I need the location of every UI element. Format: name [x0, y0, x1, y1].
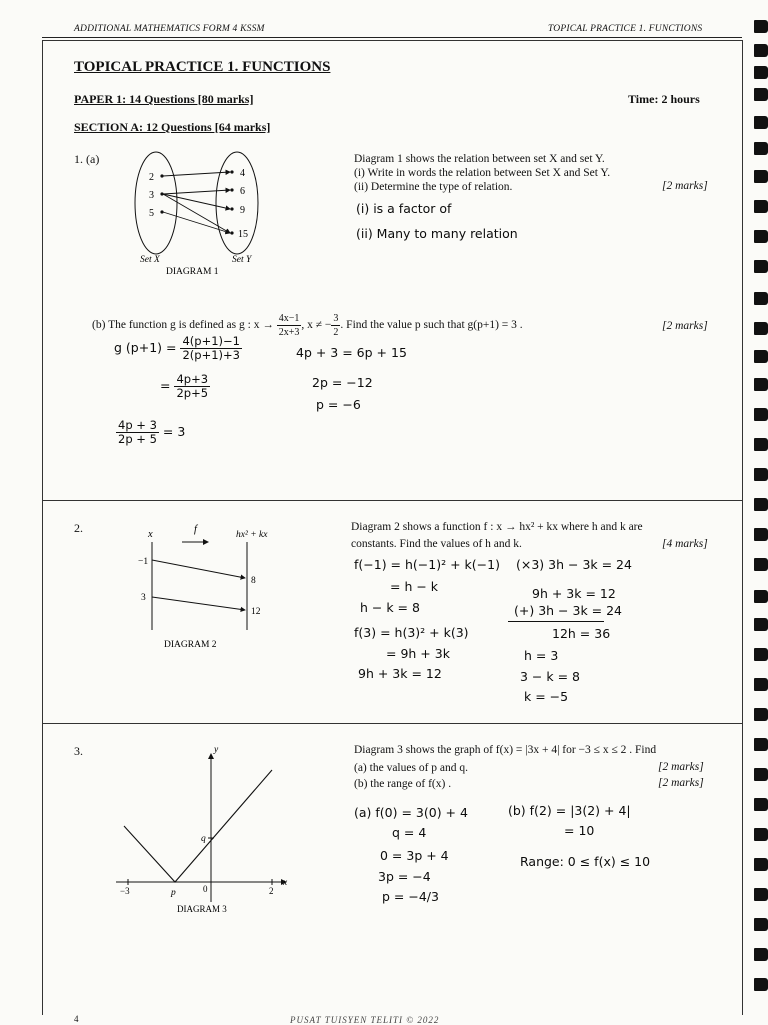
- q2-work-right-3: (+) 3h − 3k = 24: [514, 603, 623, 618]
- q2-work-left-3: h − k = 8: [360, 600, 420, 615]
- q3-text-line-2: (a) the values of p and q.: [354, 762, 469, 774]
- diagram-1-arrow-diagram: [120, 148, 280, 278]
- q1b-excluded-value: $\frac{3}{2}$: [333, 312, 339, 338]
- domain-value-3: 3: [141, 593, 146, 603]
- q1b-work-right-1: 4p + 3 = 6p + 15: [296, 345, 407, 360]
- x-axis-label: x: [283, 878, 288, 888]
- q1b-work-line-2: = $\frac{4p+3}{2p+5}$: [160, 372, 209, 400]
- frame-top-rule: [42, 40, 743, 41]
- q2-work-left-1: f(−1) = h(−1)² + k(−1): [354, 557, 500, 572]
- q3a-work-2: q = 4: [392, 825, 427, 840]
- p-intercept-label: p: [171, 888, 176, 898]
- q1b-work-line-3: $\frac{4p + 3}{2p + 5}$ = 3: [118, 418, 186, 446]
- set-y-element-15: 15: [238, 229, 248, 240]
- q3-text-line-1: Diagram 3 shows the graph of f(x) = |3x + 4| for −3 ≤ x ≤ 2 . Find: [354, 744, 657, 756]
- set-y-label: Set Y: [232, 255, 252, 265]
- q2-text-line-1: Diagram 2 shows a function f : x → hx² + kx where h and k are: [351, 521, 643, 533]
- q2-work-right-6: 3 − k = 8: [520, 669, 580, 684]
- q2-text-line-2: constants. Find the values of h and k.: [351, 538, 522, 550]
- q2-work-left-2: = h − k: [390, 579, 439, 594]
- q2-work-underline: [508, 621, 604, 622]
- paper-heading: PAPER 1: 14 Questions [80 marks]: [74, 92, 254, 106]
- q1b-work-right-3: p = −6: [316, 397, 361, 412]
- domain-value-neg1: −1: [138, 557, 149, 567]
- function-label-f: f: [194, 524, 197, 535]
- x-tick-2: 2: [269, 886, 274, 896]
- q1-text-line-3: (ii) Determine the type of relation.: [354, 181, 513, 193]
- question-1-number: 1. (a): [74, 152, 100, 166]
- q1-answer-i: (i) is a factor of: [356, 201, 452, 216]
- set-y-element-9: 9: [240, 205, 245, 216]
- q3b-work-2: = 10: [564, 823, 595, 838]
- q3b-work-3: Range: 0 ≤ f(x) ≤ 10: [520, 854, 651, 869]
- q2-work-right-7: k = −5: [524, 689, 569, 704]
- image-value-12: 12: [251, 607, 261, 617]
- q2-work-right-1: (×3) 3h − 3k = 24: [516, 557, 632, 572]
- q3a-work-4: 3p = −4: [378, 869, 431, 884]
- diagram-1-caption: DIAGRAM 1: [166, 267, 219, 277]
- q3a-marks: [2 marks]: [658, 761, 704, 773]
- q2-work-right-5: h = 3: [524, 648, 559, 663]
- header-rule: [42, 37, 742, 38]
- q2-marks: [4 marks]: [662, 538, 708, 550]
- q2-work-left-4: f(3) = h(3)² + k(3): [354, 625, 469, 640]
- q3a-work-3: 0 = 3p + 4: [380, 848, 449, 863]
- page-number: 4: [74, 1014, 79, 1024]
- set-x-label: Set X: [140, 255, 160, 265]
- q1b-marks: [2 marks]: [662, 320, 708, 332]
- q3b-marks: [2 marks]: [658, 777, 704, 789]
- x-tick-neg3: −3: [120, 886, 130, 896]
- set-y-element-4: 4: [240, 168, 245, 179]
- running-header-right: TOPICAL PRACTICE 1. FUNCTIONS: [548, 24, 703, 34]
- q2-work-left-5: = 9h + 3k: [386, 646, 450, 661]
- page-footer: PUSAT TUISYEN TELITI © 2022: [290, 1015, 440, 1025]
- q2-work-left-6: 9h + 3k = 12: [358, 666, 442, 681]
- time-allowed: Time: 2 hours: [628, 92, 700, 106]
- q1b-work-line-1: g (p+1) = $\frac{4(p+1)-1}{2(p+1)+3}$: [114, 334, 240, 362]
- q1b-function-fraction: $\frac{4x-1}{2x+3}$: [278, 312, 300, 338]
- q1b-statement: (b) The function g is defined as g : x → $\frac{4x-1}{2x+3}$ , x ≠ − $\frac{3}{2}$ . Find the value p such that g(p+1) = 3 .: [92, 312, 523, 338]
- q3b-work-1: (b) f(2) = |3(2) + 4|: [508, 803, 631, 818]
- y-axis-label: y: [214, 745, 219, 755]
- divider-q2-q3: [42, 723, 743, 724]
- divider-q1-q2: [42, 500, 743, 501]
- codomain-label: hx² + kx: [236, 530, 268, 540]
- diagram-3-caption: DIAGRAM 3: [177, 904, 227, 914]
- q1-text-line-1: Diagram 1 shows the relation between set X and set Y.: [354, 153, 605, 165]
- image-value-8: 8: [251, 576, 256, 586]
- q1-text-line-2: (i) Write in words the relation between Set X and Set Y.: [354, 167, 611, 179]
- question-2-number: 2.: [74, 521, 83, 535]
- domain-label-x: x: [148, 529, 153, 540]
- q3a-work-1: (a) f(0) = 3(0) + 4: [354, 805, 468, 820]
- origin-label: 0: [203, 884, 208, 894]
- set-x-element-5: 5: [149, 208, 154, 219]
- set-x-element-3: 3: [149, 190, 154, 201]
- q3a-work-5: p = −4/3: [382, 889, 439, 904]
- set-x-element-2: 2: [149, 172, 154, 183]
- q-intercept-label: q: [201, 834, 206, 844]
- question-3-number: 3.: [74, 744, 83, 758]
- q2-work-right-2: 9h + 3k = 12: [532, 586, 616, 601]
- diagram-2-function-diagram: [132, 520, 292, 652]
- q3-text-line-3: (b) the range of f(x) .: [354, 778, 452, 790]
- q1b-work-right-2: 2p = −12: [312, 375, 373, 390]
- running-header-left: ADDITIONAL MATHEMATICS FORM 4 KSSM: [74, 24, 265, 34]
- section-heading: SECTION A: 12 Questions [64 marks]: [74, 120, 271, 134]
- q1-answer-ii: (ii) Many to many relation: [356, 226, 518, 241]
- q1a-marks: [2 marks]: [662, 180, 708, 192]
- q2-work-right-4: 12h = 36: [552, 626, 611, 641]
- set-y-element-6: 6: [240, 186, 245, 197]
- page-title: TOPICAL PRACTICE 1. FUNCTIONS: [74, 59, 331, 75]
- diagram-3-absolute-value-graph: [100, 742, 310, 920]
- diagram-2-caption: DIAGRAM 2: [164, 640, 217, 650]
